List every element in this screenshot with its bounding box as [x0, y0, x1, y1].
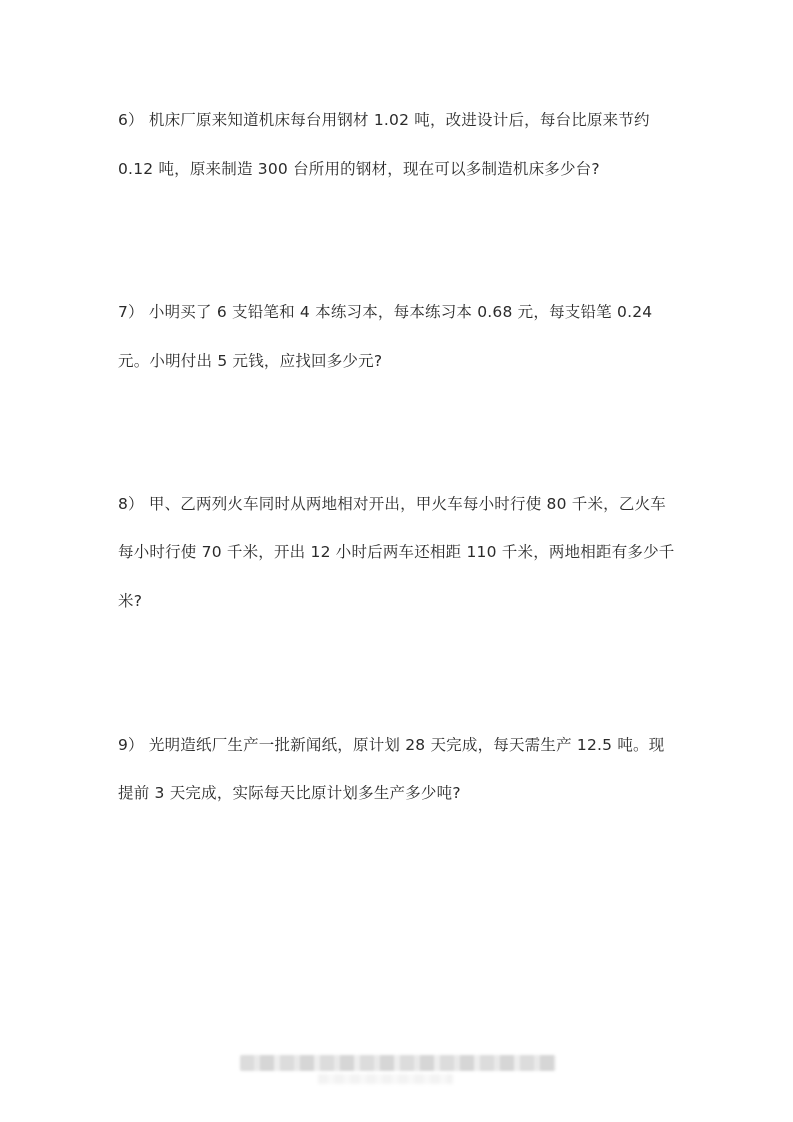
question-text-line: 8） 甲、乙两列火车同时从两地相对开出，甲火车每小时行使 80 千米，乙火车 — [118, 495, 666, 513]
question-text-line: 每小时行使 70 千米，开出 12 小时后两车还相距 110 千米，两地相距有多少千 — [118, 543, 675, 561]
question-text-line: 7） 小明买了 6 支铅笔和 4 本练习本，每本练习本 0.68 元，每支铅笔 0.24 — [118, 303, 653, 321]
blurred-footer-watermark — [240, 1055, 556, 1071]
question-text-line: 提前 3 天完成，实际每天比原计划多生产多少吨? — [118, 784, 461, 802]
question-text-line: 6） 机床厂原来知道机床每台用钢材 1.02 吨，改进设计后，每台比原来节约 — [118, 111, 650, 129]
question-text-line: 元。小明付出 5 元钱，应找回多少元? — [118, 352, 383, 370]
question-text-line: 米? — [118, 592, 143, 610]
question-text-line: 9） 光明造纸厂生产一批新闻纸，原计划 28 天完成，每天需生产 12.5 吨。现 — [118, 736, 665, 754]
question-text-line: 0.12 吨，原来制造 300 台所用的钢材，现在可以多制造机床多少台? — [118, 160, 600, 178]
blurred-footer-watermark-secondary — [318, 1074, 453, 1084]
